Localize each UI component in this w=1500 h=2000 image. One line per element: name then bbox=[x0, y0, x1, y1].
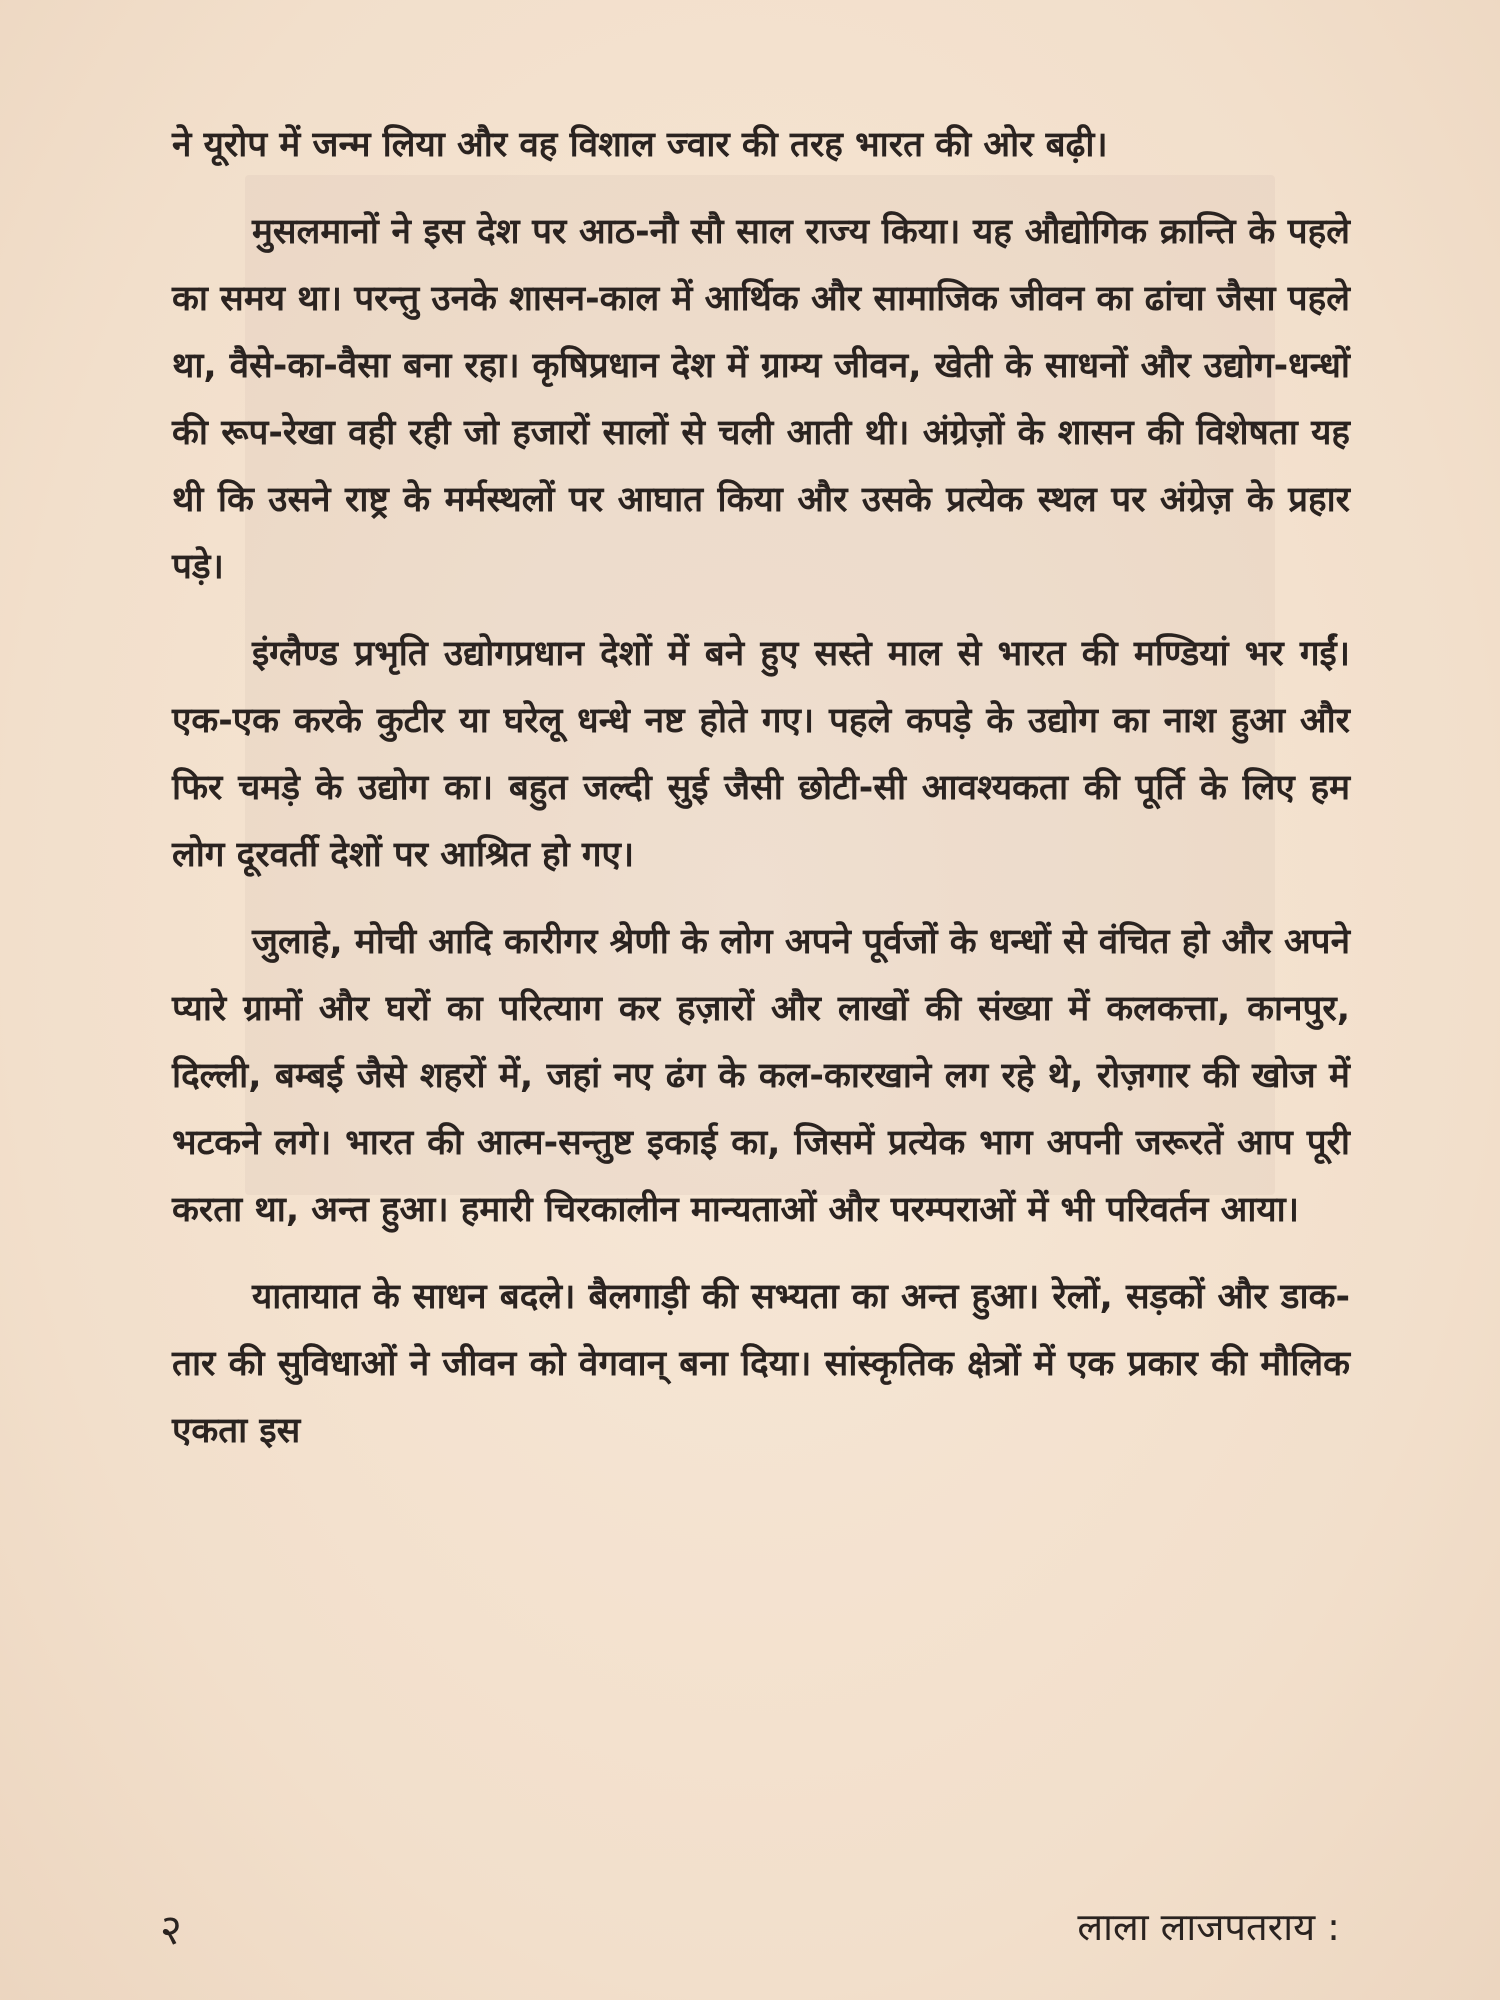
paragraph-cheap-goods: इंग्लैण्ड प्रभृति उद्योगप्रधान देशों में बने हुए सस्ते माल से भारत की मण्डियां भर गईं। एक-एक करके कुटीर या घरेलू धन्धे नष्ट होते गए। पहले कपड़े के उद्योग का नाश हुआ और फिर चमड़े के उद्योग का। बहुत जल्दी सुई जैसी छोटी-सी आवश्यकता की पूर्ति के लिए हम लोग दूरवर्ती देशों पर आश्रित हो गए। bbox=[172, 634, 1350, 875]
body-text bbox=[172, 112, 1350, 1485]
paragraph-continuation: ने यूरोप में जन्म लिया और वह विशाल ज्वार की तरह भारत की ओर बढ़ी। bbox=[172, 125, 1108, 165]
page-number: २ bbox=[160, 1905, 182, 1954]
paragraph-muslim-rule: मुसलमानों ने इस देश पर आठ-नौ सौ साल राज्य किया। यह औद्योगिक क्रान्ति के पहले का समय था। परन्तु उनके शासन-काल में आर्थिक और सामाजिक जीवन का ढांचा जैसा पहले था, वैसे-का-वैसा बना रहा। कृषिप्रधान देश में ग्राम्य जीवन, खेती के साधनों और उद्योग-धन्धों की रूप-रेखा वही रही जो हजारों सालों से चली आती थी। अंग्रेज़ों के शासन की विशेषता यह थी कि उसने राष्ट्र के मर्मस्थलों पर आघात किया और उसके प्रत्येक स्थल पर अंग्रेज़ के प्रहार पड़े। bbox=[172, 212, 1350, 587]
paragraph-artisans: जुलाहे, मोची आदि कारीगर श्रेणी के लोग अपने पूर्वजों के धन्धों से वंचित हो और अपने प्यारे ग्रामों और घरों का परित्याग कर हज़ारों और लाखों की संख्या में कलकत्ता, कानपुर, दिल्ली, बम्बई जैसे शहरों में, जहां नए ढंग के कल-कारखाने लग रहे थे, रोज़गार की खोज में भटकने लगे। भारत की आत्म-सन्तुष्ट इकाई का, जिसमें प्रत्येक भाग अपनी जरूरतें आप पूरी करता था, अन्त हुआ। हमारी चिरकालीन मान्यताओं और परम्पराओं में भी परिवर्तन आया। bbox=[172, 922, 1350, 1230]
running-title: लाला लाजपतराय : bbox=[1077, 1905, 1340, 1949]
paragraph-transport: यातायात के साधन बदले। बैलगाड़ी की सभ्यता का अन्त हुआ। रेलों, सड़कों और डाक-तार की सुविधाओं ने जीवन को वेगवान् बना दिया। सांस्कृतिक क्षेत्रों में एक प्रकार की मौलिक एकता इस bbox=[172, 1277, 1350, 1451]
page-footer bbox=[160, 1900, 1340, 1960]
